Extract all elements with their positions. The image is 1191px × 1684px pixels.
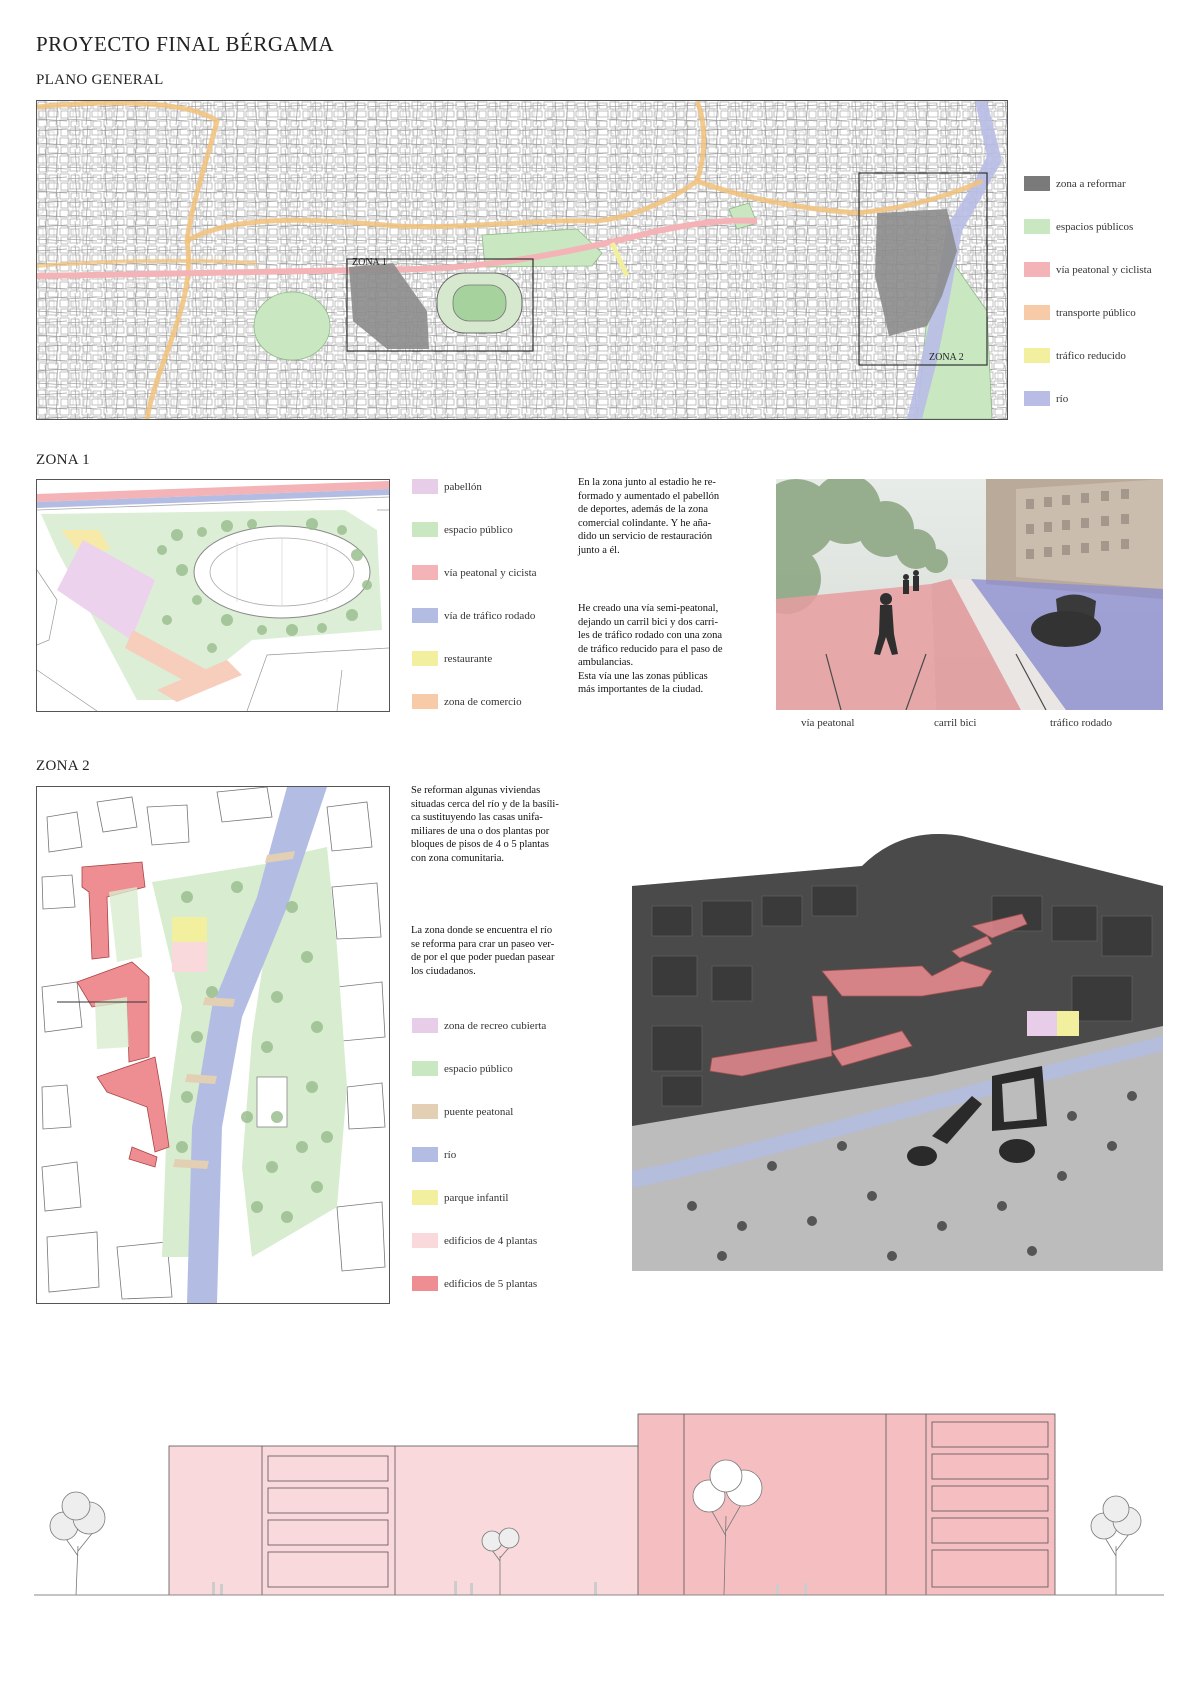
- legend-item: pabellón: [412, 479, 482, 494]
- legend-swatch: [412, 1018, 438, 1033]
- zona2-plan: [36, 786, 390, 1304]
- caption-carril-bici: carril bici: [934, 717, 977, 729]
- legend-swatch: [412, 565, 438, 580]
- legend-swatch: [412, 1233, 438, 1248]
- legend-item: zona de recreo cubierta: [412, 1018, 546, 1033]
- legend-item: vía peatonal y ciclista: [1024, 262, 1152, 277]
- caption-via-peatonal: vía peatonal: [801, 717, 855, 729]
- section-elevation-drawing: [34, 1396, 1164, 1608]
- legend-swatch: [412, 522, 438, 537]
- plano-general-heading: PLANO GENERAL: [36, 72, 164, 88]
- legend-swatch: [1024, 305, 1050, 320]
- zona2-text-2: La zona donde se encuentra el río se reforma para crar un paseo ver- de por el que poder puedan pasear los ciudadanos.: [411, 925, 555, 977]
- legend-swatch: [412, 608, 438, 623]
- legend-swatch: [412, 1147, 438, 1162]
- legend-item: zona de comercio: [412, 694, 522, 709]
- legend-item: restaurante: [412, 651, 492, 666]
- zona2-model-render: [632, 826, 1163, 1271]
- legend-swatch: [412, 1104, 438, 1119]
- legend-swatch: [1024, 219, 1050, 234]
- legend-item: río: [412, 1147, 456, 1162]
- legend-swatch: [1024, 348, 1050, 363]
- legend-item: edificios de 4 plantas: [412, 1233, 537, 1248]
- zona1-legend: [412, 479, 562, 709]
- legend-swatch: [412, 1276, 438, 1291]
- zona1-heading: ZONA 1: [36, 452, 90, 468]
- legend-swatch: [412, 1061, 438, 1076]
- zona2-text-1: Se reforman algunas viviendas situadas cerca del río y de la basíli- ca sustituyendo las casas unifa- miliares de una o dos plantas por bloques de pisos de 4 o 5 plantas con zona comunitaria.: [411, 785, 559, 864]
- legend-item: tráfico reducido: [1024, 348, 1126, 363]
- legend-swatch: [1024, 391, 1050, 406]
- zona2-map-label: ZONA 2: [929, 352, 964, 363]
- general-legend: [1024, 176, 1184, 416]
- legend-item: edificios de 5 plantas: [412, 1276, 537, 1291]
- legend-item: espacio público: [412, 522, 513, 537]
- caption-trafico-rodado: tráfico rodado: [1050, 717, 1112, 729]
- legend-item: vía de tráfico rodado: [412, 608, 535, 623]
- legend-item: transporte público: [1024, 305, 1136, 320]
- zona1-map-label: ZONA 1: [352, 257, 387, 268]
- zona1-text-2: He creado una vía semi-peatonal, dejando un carril bici y dos carri- les de tráfico rodado con una zona de tráfico reducido para el paso de ambulancias. Esta vía une las zonas públicas más importantes de la ciudad.: [578, 603, 723, 695]
- zona1-street-render: [776, 479, 1163, 710]
- legend-item: espacios públicos: [1024, 219, 1133, 234]
- legend-swatch: [1024, 176, 1050, 191]
- legend-swatch: [412, 651, 438, 666]
- legend-item: río: [1024, 391, 1068, 406]
- general-map: [36, 100, 1008, 420]
- legend-item: vía peatonal y cicista: [412, 565, 537, 580]
- zona2-heading: ZONA 2: [36, 758, 90, 774]
- zona2-legend: [412, 1018, 582, 1308]
- legend-item: puente peatonal: [412, 1104, 513, 1119]
- zona1-plan: [36, 479, 390, 712]
- legend-item: zona a reformar: [1024, 176, 1126, 191]
- zona1-text-1: En la zona junto al estadio he re- formado y aumentado el pabellón de deportes, además de la zona comercial colindante. Y he aña- dido un servicio de restauración junto a él.: [578, 477, 720, 556]
- legend-item: parque infantil: [412, 1190, 508, 1205]
- page-title: PROYECTO FINAL BÉRGAMA: [36, 32, 335, 56]
- legend-swatch: [412, 479, 438, 494]
- legend-swatch: [412, 1190, 438, 1205]
- legend-swatch: [412, 694, 438, 709]
- legend-swatch: [1024, 262, 1050, 277]
- legend-item: espacio público: [412, 1061, 513, 1076]
